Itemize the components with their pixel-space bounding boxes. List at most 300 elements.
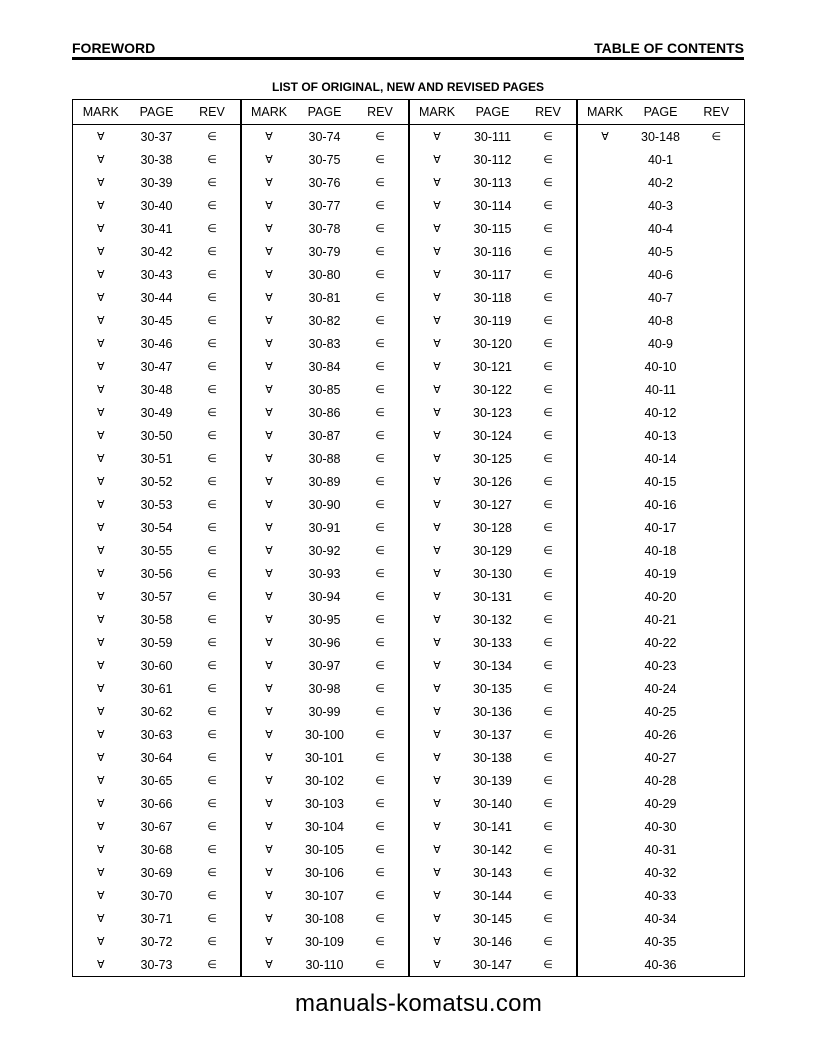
rev-cell: ∈ <box>207 729 217 741</box>
page-cell: 30-143 <box>473 865 512 880</box>
page-cell: 30-59 <box>140 635 173 650</box>
mark-cell: ∀ <box>96 890 105 902</box>
rev-cell: ∈ <box>543 959 553 971</box>
table-row <box>73 838 745 861</box>
page-cell: 30-56 <box>140 566 173 581</box>
page-cell: 30-148 <box>641 129 680 144</box>
mark-cell: ∀ <box>409 930 465 953</box>
rev-cell: ∈ <box>207 683 217 695</box>
mark-cell: ∀ <box>409 792 465 815</box>
mark-cell: ∀ <box>409 700 465 723</box>
rev-cell: ∈ <box>543 913 553 925</box>
rev-cell: ∈ <box>207 752 217 764</box>
page-cell: 30-140 <box>473 796 512 811</box>
mark-cell: ∀ <box>241 309 297 332</box>
table-row <box>73 378 745 401</box>
rev-cell: ∈ <box>543 338 553 350</box>
page-cell: 30-121 <box>473 359 512 374</box>
mark-cell: ∀ <box>96 568 105 580</box>
mark-cell: ∀ <box>241 884 297 907</box>
page-cell: 30-91 <box>308 520 341 535</box>
mark-cell: ∀ <box>409 746 465 769</box>
rev-cell <box>689 631 745 654</box>
page-cell: 40-32 <box>644 865 677 880</box>
mark-cell: ∀ <box>241 355 297 378</box>
page-cell: 30-62 <box>140 704 173 719</box>
rev-cell: ∈ <box>375 154 385 166</box>
mark-cell <box>577 838 633 861</box>
table-row <box>73 792 745 815</box>
page-cell: 30-142 <box>473 842 512 857</box>
page-cell: 30-72 <box>140 934 173 949</box>
rev-cell: ∈ <box>543 499 553 511</box>
page-cell: 30-101 <box>305 750 344 765</box>
mark-cell: ∀ <box>241 930 297 953</box>
mark-cell: ∀ <box>241 562 297 585</box>
mark-cell: ∀ <box>96 936 105 948</box>
mark-cell: ∀ <box>96 338 105 350</box>
table-row <box>73 654 745 677</box>
rev-cell: ∈ <box>207 154 217 166</box>
mark-cell: ∀ <box>96 430 105 442</box>
column-header-rev: REV <box>521 100 577 125</box>
page-cell: 40-35 <box>644 934 677 949</box>
mark-cell: ∀ <box>409 493 465 516</box>
mark-cell: ∀ <box>241 470 297 493</box>
mark-cell: ∀ <box>409 585 465 608</box>
mark-cell: ∀ <box>409 332 465 355</box>
mark-cell <box>577 493 633 516</box>
page-cell: 40-25 <box>644 704 677 719</box>
mark-cell <box>577 700 633 723</box>
page-cell: 30-70 <box>140 888 173 903</box>
page-cell: 30-99 <box>308 704 341 719</box>
rev-cell: ∈ <box>543 660 553 672</box>
page-cell: 40-17 <box>644 520 677 535</box>
mark-cell: ∀ <box>96 775 105 787</box>
mark-cell: ∀ <box>241 539 297 562</box>
list-title: LIST OF ORIGINAL, NEW AND REVISED PAGES <box>271 80 544 94</box>
mark-cell <box>577 355 633 378</box>
mark-cell <box>577 792 633 815</box>
rev-cell <box>689 447 745 470</box>
rev-cell: ∈ <box>207 568 217 580</box>
page-cell: 40-22 <box>644 635 677 650</box>
page-cell: 40-23 <box>644 658 677 673</box>
mark-cell: ∀ <box>409 539 465 562</box>
page-cell: 30-61 <box>140 681 173 696</box>
page-cell: 30-119 <box>473 313 512 328</box>
mark-cell: ∀ <box>96 407 105 419</box>
page-cell: 30-105 <box>305 842 344 857</box>
mark-cell: ∀ <box>241 378 297 401</box>
mark-cell: ∀ <box>409 562 465 585</box>
mark-cell: ∀ <box>96 729 105 741</box>
mark-cell <box>577 861 633 884</box>
rev-cell <box>689 240 745 263</box>
section-header-right: TABLE OF CONTENTS <box>594 40 744 56</box>
mark-cell <box>577 539 633 562</box>
mark-cell: ∀ <box>241 493 297 516</box>
page-cell: 30-67 <box>140 819 173 834</box>
mark-cell: ∀ <box>409 815 465 838</box>
rev-cell: ∈ <box>207 177 217 189</box>
page-cell: 30-100 <box>305 727 344 742</box>
page-cell: 40-15 <box>644 474 677 489</box>
rev-cell: ∈ <box>375 338 385 350</box>
rev-cell: ∈ <box>207 775 217 787</box>
rev-cell <box>689 332 745 355</box>
rev-cell: ∈ <box>207 821 217 833</box>
rev-cell <box>689 700 745 723</box>
page-cell: 30-76 <box>308 175 341 190</box>
mark-cell: ∀ <box>409 861 465 884</box>
rev-cell: ∈ <box>207 315 217 327</box>
mark-cell: ∀ <box>96 637 105 649</box>
table-row <box>73 539 745 562</box>
rev-cell <box>689 309 745 332</box>
rev-cell: ∈ <box>375 568 385 580</box>
rev-cell: ∈ <box>207 292 217 304</box>
page-cell: 30-82 <box>308 313 341 328</box>
page-cell: 40-26 <box>644 727 677 742</box>
table-row <box>73 171 745 194</box>
rev-cell: ∈ <box>375 775 385 787</box>
rev-cell: ∈ <box>543 844 553 856</box>
page-cell: 30-103 <box>305 796 344 811</box>
page-cell: 30-139 <box>473 773 512 788</box>
mark-cell: ∀ <box>409 355 465 378</box>
rev-cell: ∈ <box>543 729 553 741</box>
page-cell: 40-27 <box>644 750 677 765</box>
mark-cell: ∀ <box>241 171 297 194</box>
page-cell: 40-13 <box>644 428 677 443</box>
page-cell: 30-88 <box>308 451 341 466</box>
rev-cell: ∈ <box>543 890 553 902</box>
rev-cell: ∈ <box>543 614 553 626</box>
mark-cell: ∀ <box>241 654 297 677</box>
mark-cell <box>577 148 633 171</box>
mark-cell: ∀ <box>96 798 105 810</box>
page-cell: 30-39 <box>140 175 173 190</box>
rev-cell: ∈ <box>543 131 553 143</box>
mark-cell <box>577 217 633 240</box>
rev-cell: ∈ <box>543 867 553 879</box>
mark-cell: ∀ <box>409 470 465 493</box>
rev-cell: ∈ <box>207 223 217 235</box>
page-cell: 30-125 <box>473 451 512 466</box>
table-row <box>73 148 745 171</box>
page-cell: 30-38 <box>140 152 173 167</box>
mark-cell: ∀ <box>409 378 465 401</box>
page-cell: 30-116 <box>473 244 512 259</box>
table-row <box>73 631 745 654</box>
page-cell: 30-83 <box>308 336 341 351</box>
rev-cell: ∈ <box>543 154 553 166</box>
page-cell: 30-141 <box>473 819 512 834</box>
mark-cell: ∀ <box>96 844 105 856</box>
mark-cell: ∀ <box>96 591 105 603</box>
rev-cell <box>689 470 745 493</box>
rev-cell: ∈ <box>543 775 553 787</box>
rev-cell: ∈ <box>207 959 217 971</box>
page-cell: 40-1 <box>647 152 674 167</box>
mark-cell: ∀ <box>241 792 297 815</box>
mark-cell: ∀ <box>96 614 105 626</box>
rev-cell: ∈ <box>375 844 385 856</box>
mark-cell: ∀ <box>241 447 297 470</box>
mark-cell <box>577 332 633 355</box>
mark-cell: ∀ <box>241 332 297 355</box>
mark-cell: ∀ <box>409 953 465 977</box>
page-cell: 30-73 <box>140 957 173 972</box>
column-header-mark: MARK <box>73 100 129 125</box>
mark-cell: ∀ <box>96 315 105 327</box>
rev-cell: ∈ <box>543 637 553 649</box>
page-cell: 40-30 <box>644 819 677 834</box>
rev-cell: ∈ <box>543 200 553 212</box>
rev-cell: ∈ <box>207 338 217 350</box>
page-cell: 30-145 <box>473 911 512 926</box>
page-cell: 30-98 <box>308 681 341 696</box>
rev-cell: ∈ <box>207 476 217 488</box>
page-cell: 30-44 <box>140 290 173 305</box>
page-cell: 40-19 <box>644 566 677 581</box>
page-cell: 40-5 <box>647 244 674 259</box>
rev-cell: ∈ <box>207 936 217 948</box>
table-row <box>73 240 745 263</box>
page-cell: 30-87 <box>308 428 341 443</box>
mark-cell: ∀ <box>409 424 465 447</box>
mark-cell: ∀ <box>241 861 297 884</box>
page-cell: 30-69 <box>140 865 173 880</box>
rev-cell: ∈ <box>375 798 385 810</box>
table-row <box>73 447 745 470</box>
rev-cell: ∈ <box>543 683 553 695</box>
rev-cell <box>689 585 745 608</box>
page-cell: 40-6 <box>647 267 674 282</box>
mark-cell: ∀ <box>409 171 465 194</box>
rev-cell: ∈ <box>543 384 553 396</box>
column-header-page: PAGE <box>129 100 185 125</box>
rev-cell: ∈ <box>207 867 217 879</box>
mark-cell: ∀ <box>409 654 465 677</box>
mark-cell: ∀ <box>409 884 465 907</box>
mark-cell: ∀ <box>96 154 105 166</box>
mark-cell <box>577 631 633 654</box>
rev-cell <box>689 493 745 516</box>
page-cell: 40-3 <box>647 198 674 213</box>
table-row <box>73 355 745 378</box>
rev-cell: ∈ <box>207 499 217 511</box>
rev-cell: ∈ <box>375 499 385 511</box>
page-cell: 30-146 <box>473 934 512 949</box>
page-cell: 40-16 <box>644 497 677 512</box>
mark-cell: ∀ <box>96 223 105 235</box>
rev-cell <box>689 930 745 953</box>
rev-cell: ∈ <box>543 246 553 258</box>
mark-cell <box>577 884 633 907</box>
page-cell: 30-131 <box>473 589 512 604</box>
mark-cell <box>577 677 633 700</box>
table-row <box>73 861 745 884</box>
table-row <box>73 746 745 769</box>
column-header-mark: MARK <box>409 100 465 125</box>
rev-cell <box>689 148 745 171</box>
rev-cell: ∈ <box>375 430 385 442</box>
mark-cell: ∀ <box>409 723 465 746</box>
page-cell: 40-10 <box>644 359 677 374</box>
mark-cell: ∀ <box>241 585 297 608</box>
rev-cell: ∈ <box>207 361 217 373</box>
rev-cell <box>689 539 745 562</box>
page-cell: 30-92 <box>308 543 341 558</box>
rev-cell: ∈ <box>375 890 385 902</box>
rev-cell: ∈ <box>375 660 385 672</box>
page-cell: 30-64 <box>140 750 173 765</box>
page-cell: 40-24 <box>644 681 677 696</box>
mark-cell: ∀ <box>241 286 297 309</box>
page-cell: 30-130 <box>473 566 512 581</box>
mark-cell: ∀ <box>241 838 297 861</box>
table-row <box>73 884 745 907</box>
page-cell: 40-12 <box>644 405 677 420</box>
column-header-rev: REV <box>689 100 745 125</box>
rev-cell: ∈ <box>207 407 217 419</box>
rev-cell: ∈ <box>375 476 385 488</box>
page-cell: 30-84 <box>308 359 341 374</box>
section-header-left: FOREWORD <box>72 40 156 56</box>
page-cell: 40-4 <box>647 221 674 236</box>
page-cell: 40-31 <box>644 842 677 857</box>
rev-cell: ∈ <box>375 683 385 695</box>
mark-cell: ∀ <box>409 631 465 654</box>
rev-cell: ∈ <box>207 798 217 810</box>
rev-cell: ∈ <box>543 361 553 373</box>
page-cell: 30-102 <box>305 773 344 788</box>
rev-cell: ∈ <box>375 591 385 603</box>
rev-cell: ∈ <box>375 614 385 626</box>
page-cell: 40-9 <box>647 336 674 351</box>
page-cell: 40-14 <box>644 451 677 466</box>
page-cell: 30-128 <box>473 520 512 535</box>
rev-cell: ∈ <box>543 292 553 304</box>
rev-cell: ∈ <box>543 568 553 580</box>
rev-cell: ∈ <box>207 591 217 603</box>
table-row <box>73 700 745 723</box>
page-cell: 30-42 <box>140 244 173 259</box>
rev-cell <box>689 424 745 447</box>
table-row <box>73 217 745 240</box>
page-cell: 30-93 <box>308 566 341 581</box>
rev-cell: ∈ <box>207 131 217 143</box>
page-cell: 30-49 <box>140 405 173 420</box>
page-cell: 30-90 <box>308 497 341 512</box>
rev-cell <box>689 562 745 585</box>
table-row <box>73 194 745 217</box>
table-row <box>73 723 745 746</box>
table-row <box>73 286 745 309</box>
rev-cell: ∈ <box>543 752 553 764</box>
mark-cell: ∀ <box>241 125 297 149</box>
watermark: manuals-komatsu.com <box>295 990 543 1017</box>
rev-cell: ∈ <box>375 959 385 971</box>
page-cell: 30-147 <box>473 957 512 972</box>
page-cell: 30-134 <box>473 658 512 673</box>
page-cell: 30-113 <box>473 175 512 190</box>
rev-cell: ∈ <box>711 131 722 143</box>
rev-cell: ∈ <box>375 821 385 833</box>
rev-cell: ∈ <box>375 706 385 718</box>
mark-cell: ∀ <box>409 125 465 149</box>
mark-cell <box>577 585 633 608</box>
mark-cell: ∀ <box>409 286 465 309</box>
page-cell: 30-78 <box>308 221 341 236</box>
mark-cell <box>577 194 633 217</box>
rev-cell <box>689 815 745 838</box>
page-cell: 30-68 <box>140 842 173 857</box>
rev-cell: ∈ <box>375 522 385 534</box>
rev-cell: ∈ <box>375 545 385 557</box>
rev-cell: ∈ <box>375 223 385 235</box>
page-cell: 30-57 <box>140 589 173 604</box>
rev-cell: ∈ <box>375 177 385 189</box>
column-header-mark: MARK <box>577 100 633 125</box>
mark-cell: ∀ <box>409 148 465 171</box>
page-cell: 40-8 <box>647 313 674 328</box>
page-cell: 30-50 <box>140 428 173 443</box>
mark-cell: ∀ <box>96 706 105 718</box>
page-cell: 30-85 <box>308 382 341 397</box>
page-cell: 30-127 <box>473 497 512 512</box>
mark-cell <box>577 930 633 953</box>
rev-cell: ∈ <box>375 269 385 281</box>
page-cell: 30-54 <box>140 520 173 535</box>
rev-cell <box>689 953 745 977</box>
rev-cell: ∈ <box>543 798 553 810</box>
mark-cell: ∀ <box>241 194 297 217</box>
rev-cell: ∈ <box>375 407 385 419</box>
rev-cell <box>689 746 745 769</box>
table-header-row <box>73 100 745 125</box>
page-cell: 30-136 <box>473 704 512 719</box>
column-header-rev: REV <box>353 100 409 125</box>
rev-cell: ∈ <box>207 890 217 902</box>
page-cell: 30-135 <box>473 681 512 696</box>
page-cell: 30-63 <box>140 727 173 742</box>
page-cell: 30-110 <box>305 957 344 972</box>
page-cell: 30-86 <box>308 405 341 420</box>
page-cell: 40-7 <box>647 290 674 305</box>
table-row <box>73 309 745 332</box>
rev-cell: ∈ <box>375 453 385 465</box>
rev-cell: ∈ <box>543 453 553 465</box>
mark-cell: ∀ <box>409 769 465 792</box>
page-cell: 40-18 <box>644 543 677 558</box>
page-cell: 30-120 <box>473 336 512 351</box>
rev-cell <box>689 171 745 194</box>
mark-cell <box>577 240 633 263</box>
rev-cell: ∈ <box>543 269 553 281</box>
rev-cell: ∈ <box>207 246 217 258</box>
column-header-page: PAGE <box>465 100 521 125</box>
rev-cell: ∈ <box>543 315 553 327</box>
page-cell: 30-80 <box>308 267 341 282</box>
rev-cell <box>689 723 745 746</box>
mark-cell: ∀ <box>241 516 297 539</box>
mark-cell <box>577 654 633 677</box>
header-rule <box>72 57 744 60</box>
